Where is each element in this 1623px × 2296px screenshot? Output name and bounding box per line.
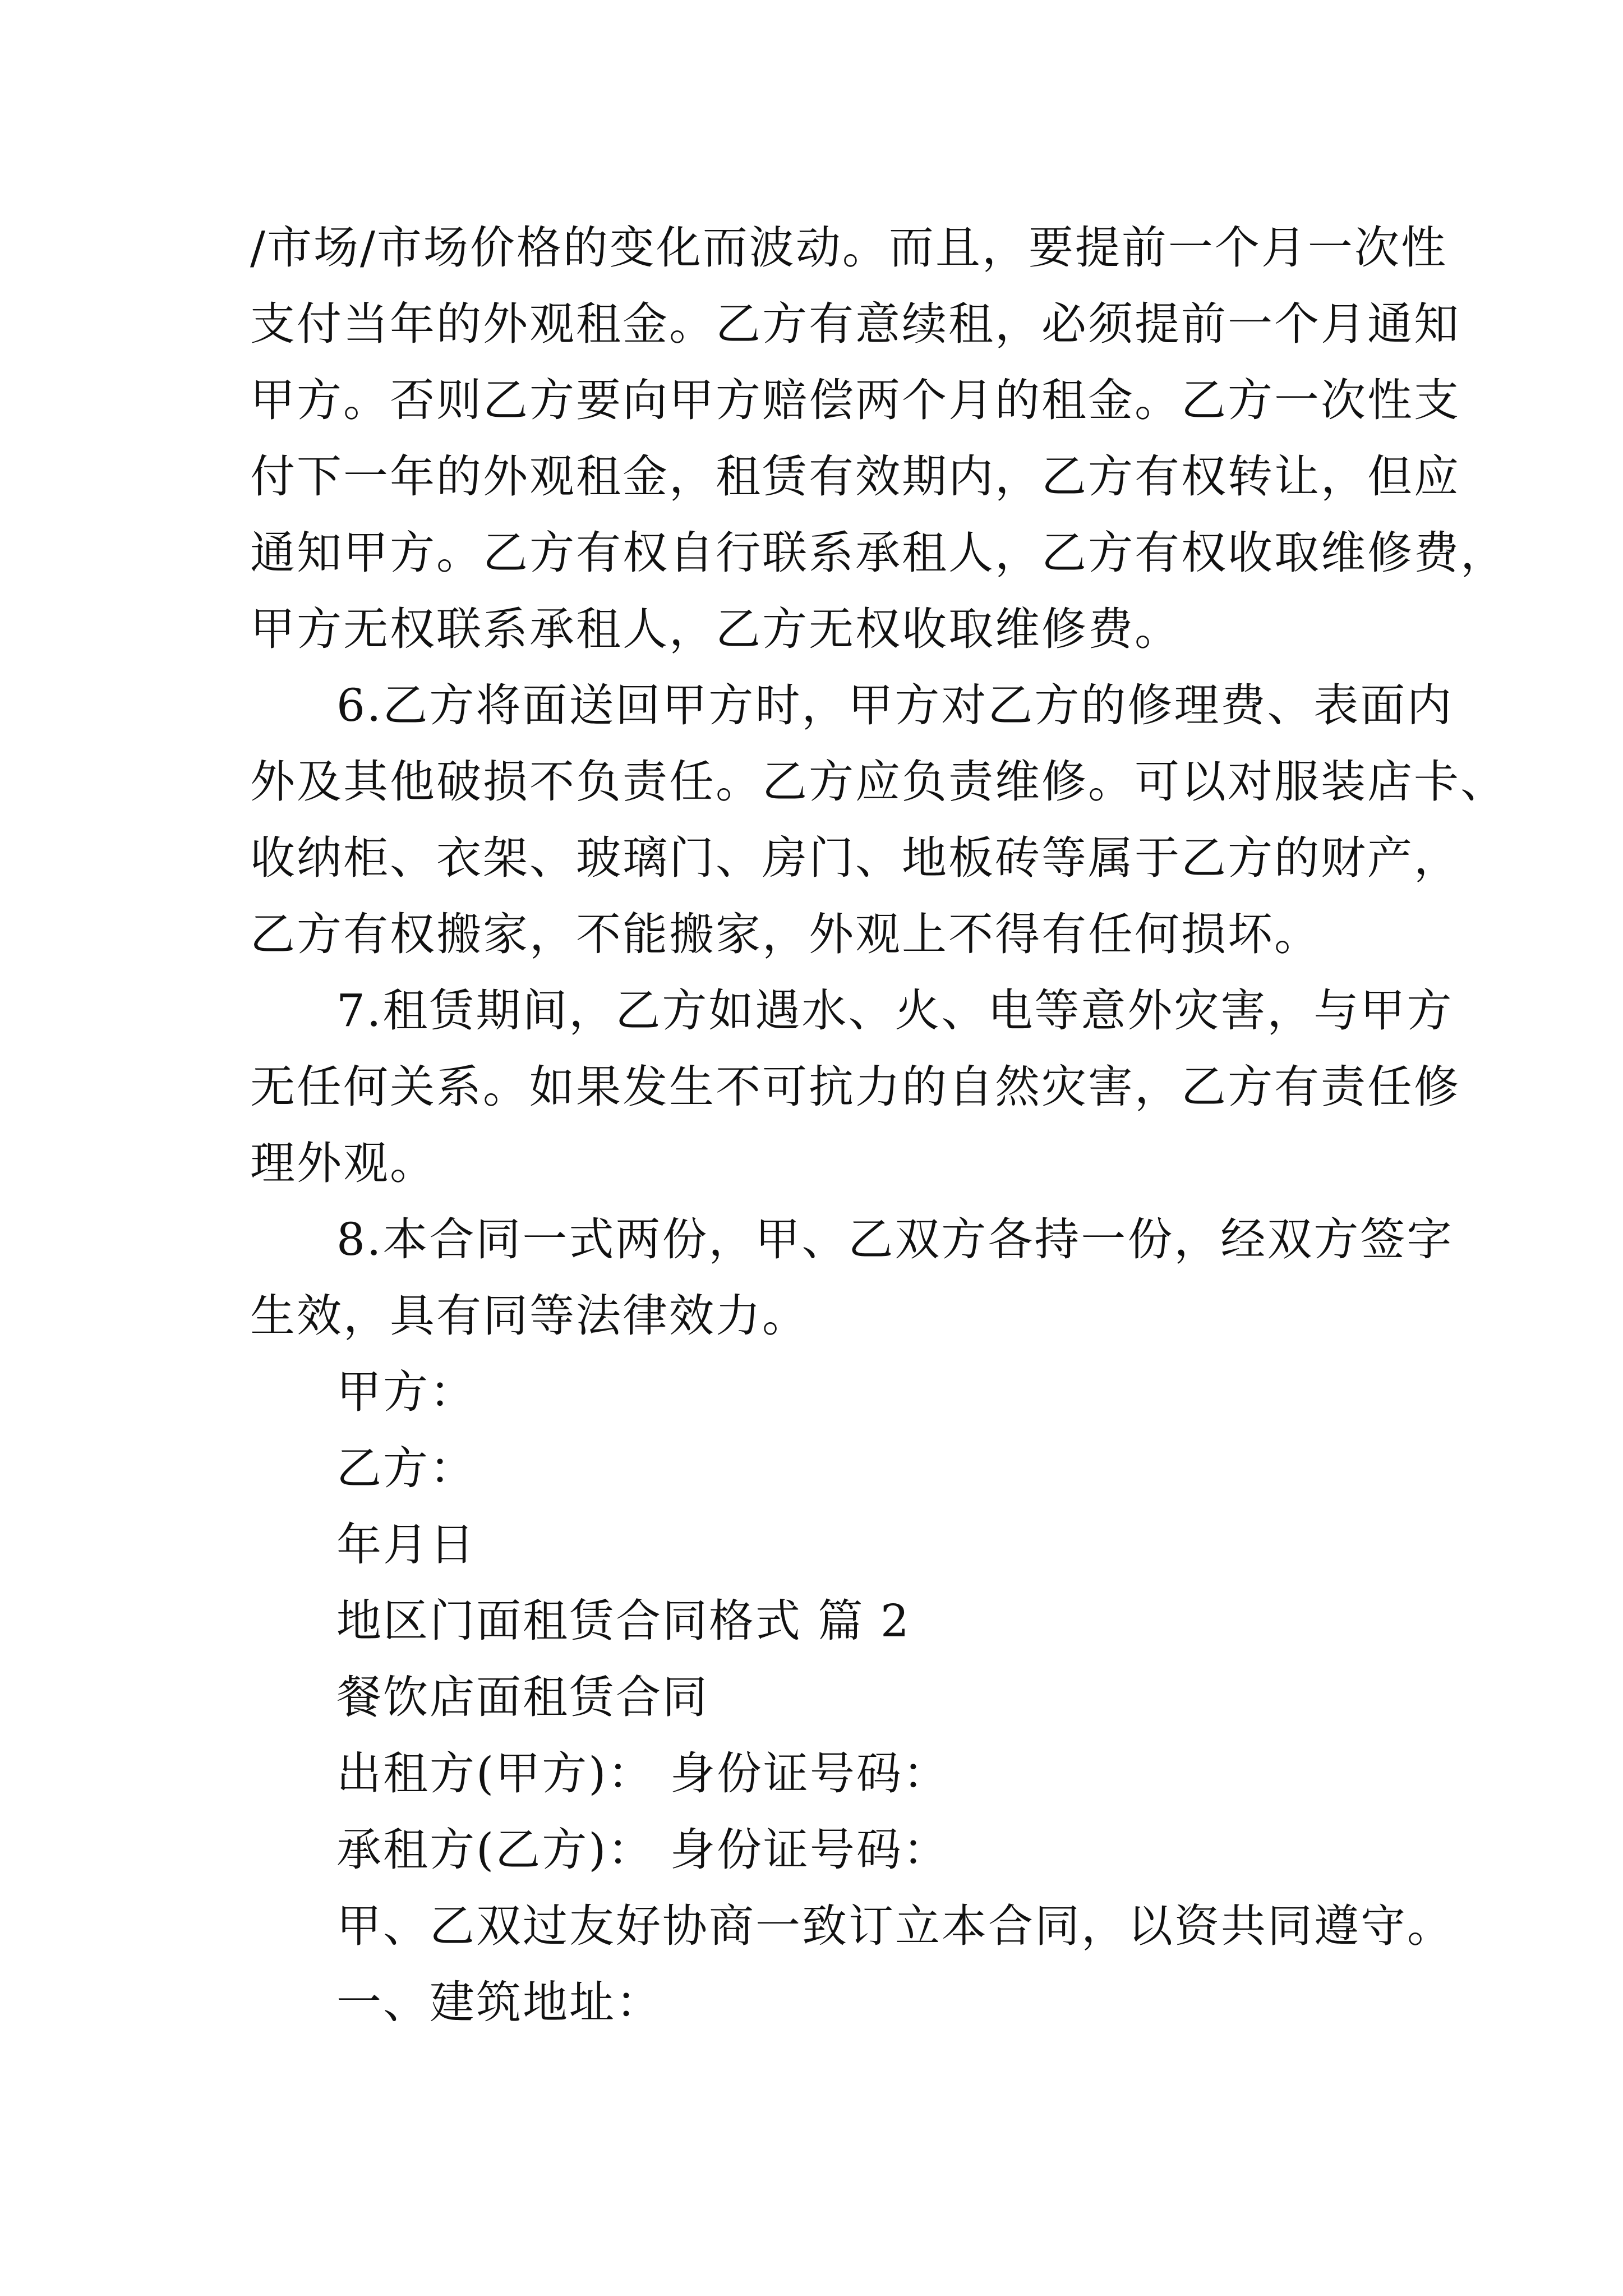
signature-party-b: 乙方： <box>336 1442 476 1494</box>
paragraph-line: 支付当年的外观租金。乙方有意续租，必须提前一个月通知 <box>250 298 1460 350</box>
paragraph-line: 7.租赁期间，乙方如遇水、火、电等意外灾害，与甲方 <box>336 984 1454 1037</box>
paragraph-line: 甲、乙双过友好协商一致订立本合同，以资共同遵守。 <box>336 1900 1454 1952</box>
paragraph-line: 甲方无权联系承租人，乙方无权收取维修费。 <box>250 603 1181 655</box>
contract-title: 餐饮店面租赁合同 <box>336 1671 709 1723</box>
section-heading: 地区门面租赁合同格式 篇 2 <box>336 1595 911 1647</box>
paragraph-line: 6.乙方将面送回甲方时，甲方对乙方的修理费、表面内 <box>336 679 1454 731</box>
paragraph-line: /市场/市场价格的变化而波动。而且，要提前一个月一次性 <box>250 222 1447 274</box>
paragraph-line: 甲方。否则乙方要向甲方赔偿两个月的租金。乙方一次性支 <box>250 374 1460 426</box>
paragraph-line: 理外观。 <box>250 1137 436 1189</box>
paragraph-line: 通知甲方。乙方有权自行联系承租人，乙方有权收取维修费， <box>250 527 1507 579</box>
paragraph-line: 外及其他破损不负责任。乙方应负责维修。可以对服装店卡、 <box>250 756 1507 808</box>
paragraph-line: 生效，具有同等法律效力。 <box>250 1290 809 1342</box>
signature-date: 年月日 <box>336 1519 476 1571</box>
signature-party-a: 甲方： <box>336 1366 476 1418</box>
lessee-line: 承租方(乙方)： 身份证号码： <box>336 1824 949 1876</box>
paragraph-line: 付下一年的外观租金，租赁有效期内，乙方有权转让，但应 <box>250 450 1460 503</box>
paragraph-line: 无任何关系。如果发生不可抗力的自然灾害，乙方有责任修 <box>250 1061 1460 1113</box>
paragraph-line: 8.本合同一式两份，甲、乙双方各持一份，经双方签字 <box>336 1213 1454 1266</box>
clause-heading: 一、建筑地址： <box>336 1976 662 2028</box>
lessor-line: 出租方(甲方)： 身份证号码： <box>336 1747 949 1800</box>
paragraph-line: 乙方有权搬家，不能搬家，外观上不得有任何损坏。 <box>250 908 1321 960</box>
paragraph-line: 收纳柜、衣架、玻璃门、房门、地板砖等属于乙方的财产， <box>250 832 1460 884</box>
